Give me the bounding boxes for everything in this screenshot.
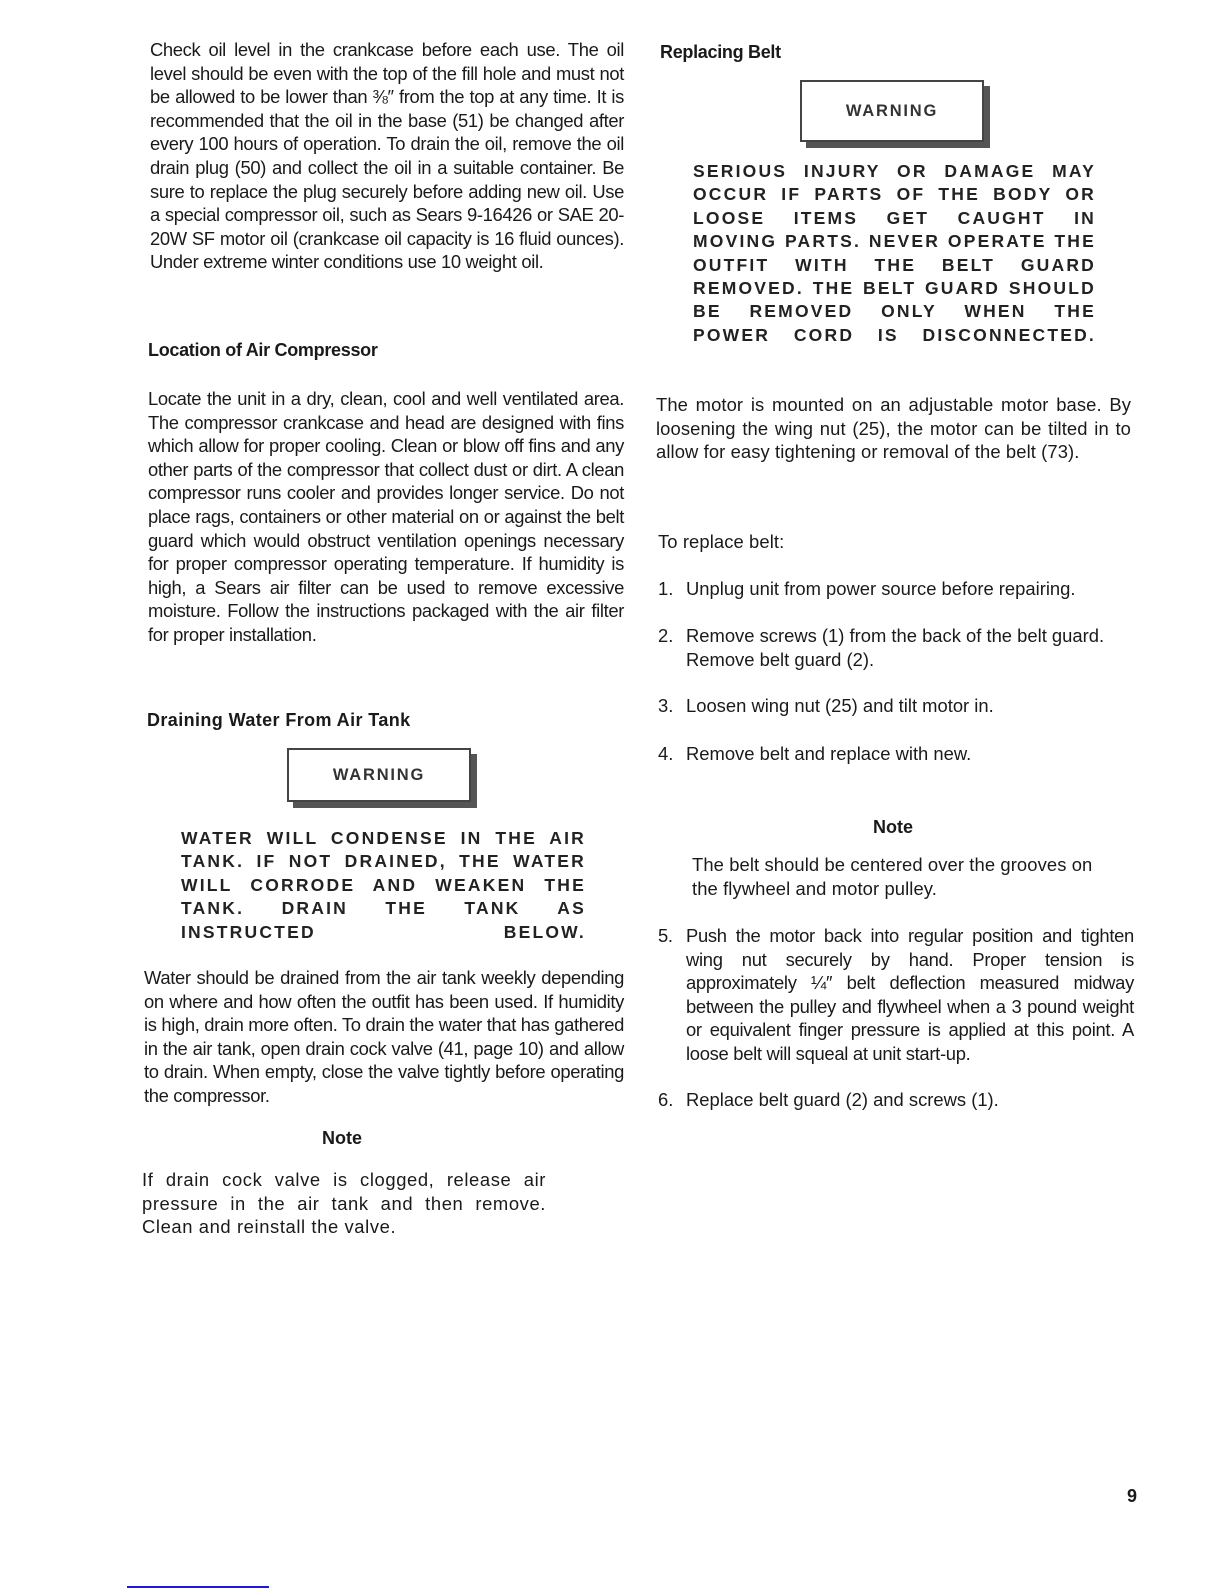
step-number: 5. [658,925,673,946]
draining-heading: Draining Water From Air Tank [147,710,411,730]
step-number: 3. [658,695,674,716]
step-item [658,1088,1138,1112]
draining-warning-text: WATER WILL CONDENSE IN THE AIR TANK. IF NOT DRAINED, THE WATER WILL CORRODE AND WEAKEN THE TANK. DRAIN THE TANK AS INSTRUCTED BELOW. [181,828,586,942]
draining-note-title: Note [322,1128,362,1148]
step-text: Unplug unit from power source before repairing. [686,578,1076,599]
location-paragraph: Locate the unit in a dry, clean, cool and well ventilated area. The compressor crankcase and head are designed with fins which allow for proper cooling. Clean or blow off fins and any other parts of the compressor that collect dust or dirt. A clean compressor runs cooler and provides longer service. Do not place rags, containers or other material on or against the belt guard which would obstruct ventilation openings necessary for proper compressor operating temperature. If humidity is high, a Sears air filter can be used to remove excessive moisture. Follow the instructions packaged with the air filter for proper installation. [148,388,624,645]
step-number: 1. [658,578,674,599]
step-item [658,577,1138,601]
step-number: 6. [658,1089,674,1110]
warning-label: WARNING [332,765,426,784]
step-text: Remove belt and replace with new. [686,743,972,764]
step-item [658,742,1138,766]
belt-warning-text: SERIOUS INJURY OR DAMAGE MAY OCCUR IF PARTS OF THE BODY OR LOOSE ITEMS GET CAUGHT IN MOVING PARTS. NEVER OPERATE THE OUTFIT WITH THE BELT GUARD REMOVED. THE BELT GUARD SHOULD BE REMOVED ONLY WHEN THE POWER CORD IS DISCONNECTED. [693,161,1096,345]
step-number: 2. [658,625,674,646]
step-number: 4. [658,743,674,764]
motor-paragraph: The motor is mounted on an adjustable motor base. By loosening the wing nut (25), the motor can be tilted in to allow for easy tightening or removal of the belt (73). [656,394,1131,463]
oil-check-paragraph: Check oil level in the crankcase before each use. The oil level should be even with the top of the fill hole and must not be allowed to be lower than ⅜″ from the top at any time. It is recommended that the oil in the base (51) be changed after every 100 hours of operation. To drain the oil, remove the oil drain plug (50) and collect the oil in a suitable container. Be sure to replace the plug securely before adding new oil. Use a special compressor oil, such as Sears 9-16426 or SAE 20-20W SF motor oil (crankcase oil capacity is 16 fluid ounces). Under extreme winter conditions use 10 weight oil. [150,39,624,273]
step-text: Remove screws (1) from the back of the belt guard. Remove belt guard (2). [686,625,1105,670]
draining-note-text: If drain cock valve is clogged, release air pressure in the air tank and then remove. Clean and reinstall the valve. [142,1169,546,1238]
step-item [658,624,1138,671]
location-heading: Location of Air Compressor [148,340,378,360]
step-text: Replace belt guard (2) and screws (1). [686,1089,999,1110]
step-item [658,694,1138,718]
belt-note-title: Note [873,817,913,837]
draining-warning-box [287,748,471,802]
draining-paragraph: Water should be drained from the air tank weekly depending on where and how often the outfit has been used. If humidity is high, drain more often. To drain the water that has gathered in the air tank, open drain cock valve (41, page 10) and allow to drain. When empty, close the valve tightly before operating the compressor. [144,967,624,1106]
replace-belt-intro: To replace belt: [658,531,785,552]
page-number: 9 [1127,1486,1138,1506]
step-text: Loosen wing nut (25) and tilt motor in. [686,695,994,716]
step-item [658,924,1134,1066]
belt-note-text: The belt should be centered over the grooves on the flywheel and motor pulley. [692,854,1093,899]
replacing-belt-heading: Replacing Belt [660,42,781,62]
warning-label: WARNING [845,101,939,120]
belt-warning-box [800,80,984,142]
step-text: Push the motor back into regular position and tighten wing nut securely by hand. Proper tension is approximately ¼″ belt deflection measured midway between the pulley and flywheel when a 3 pound weight or equivalent finger pressure is applied at this point. A loose belt will squeal at unit start-up. [686,925,1134,1064]
